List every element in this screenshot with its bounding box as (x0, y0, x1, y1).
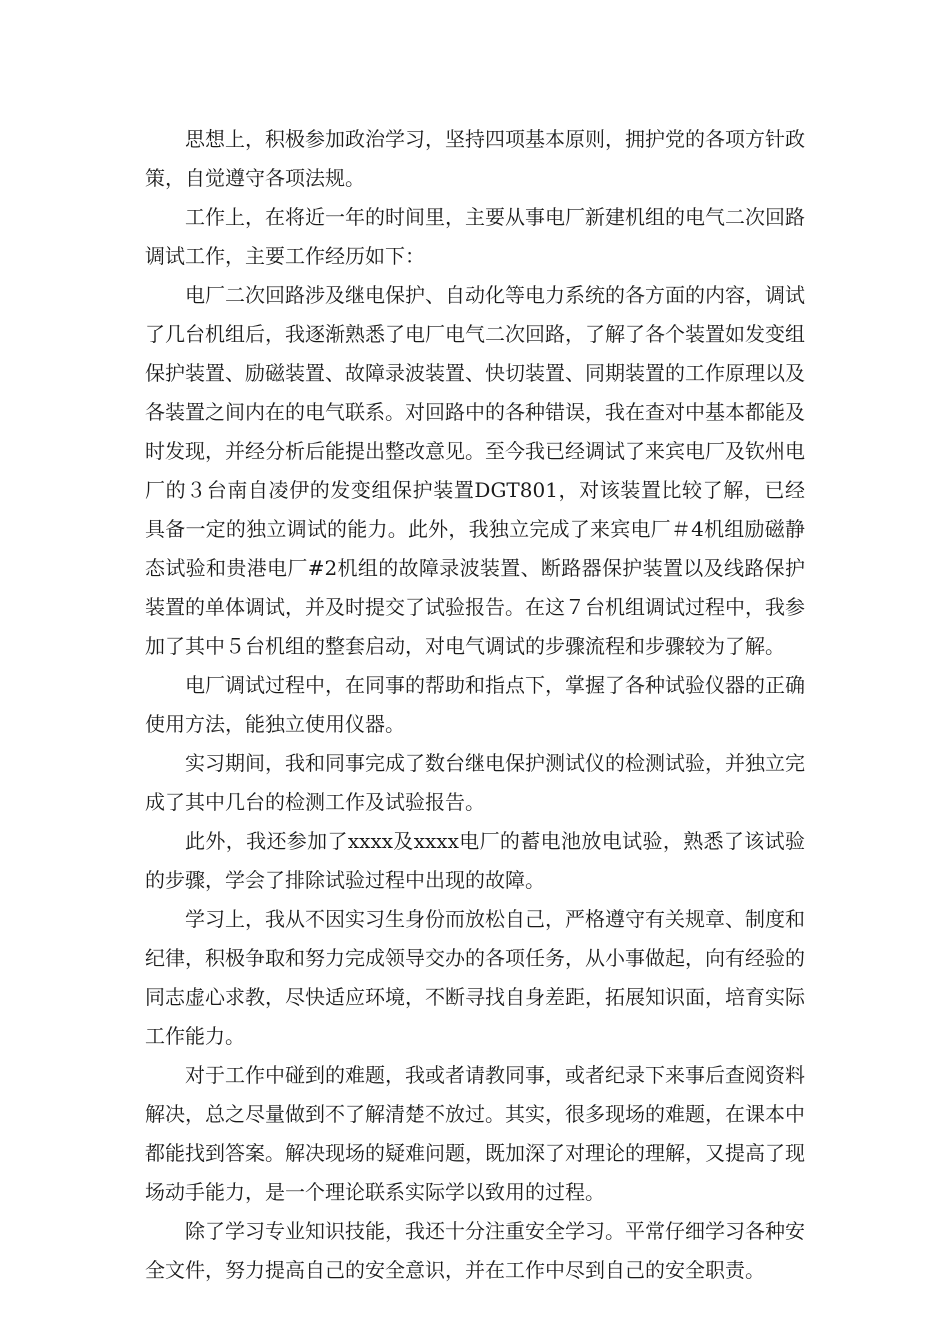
paragraph-study-attitude: 学习上，我从不因实习生身份而放松自己，严格遵守有关规章、制度和纪律，积极争取和努力完成领导交办的各项任务，从小事做起，向有经验的同志虚心求教，尽快适应环境，不断寻找自身差距，拓展知识面，培育实际工作能力。 (145, 907, 805, 1048)
paragraph-internship-testing: 实习期间，我和同事完成了数台继电保护测试仪的检测试验，并独立完成了其中几台的检测工作及试验报告。 (145, 751, 805, 814)
document-body (145, 120, 805, 1290)
paragraph-problem-solving: 对于工作中碰到的难题，我或者请教同事，或者纪录下来事后查阅资料解决，总之尽量做到不了解清楚不放过。其实，很多现场的难题，在课本中都能找到答案。解决现场的疑难问题，既加深了对理论的理解，又提高了现场动手能力，是一个理论联系实际学以致用的过程。 (145, 1063, 805, 1204)
paragraph-secondary-circuit: 电厂二次回路涉及继电保护、自动化等电力系统的各方面的内容，调试了几台机组后，我逐渐熟悉了电厂电气二次回路，了解了各个装置如发变组保护装置、励磁装置、故障录波装置、快切装置、同期装置的工作原理以及各装置之间内在的电气联系。对回路中的各种错误，我在查对中基本都能及时发现，并经分析后能提出整改意见。至今我已经调试了来宾电厂及钦州电厂的３台南自凌伊的发变组保护装置DGT801，对该装置比较了解，已经具备一定的独立调试的能力。此外，我独立完成了来宾电厂＃4机组励磁静态试验和贵港电厂#2机组的故障录波装置、断路器保护装置以及线路保护装置的单体调试，并及时提交了试验报告。在这７台机组调试过程中，我参加了其中５台机组的整套启动，对电气调试的步骤流程和步骤较为了解。 (145, 283, 805, 658)
paragraph-safety: 除了学习专业知识技能，我还十分注重安全学习。平常仔细学习各种安全文件，努力提高自己的安全意识，并在工作中尽到自己的安全职责。 (145, 1219, 805, 1282)
paragraph-ideology: 思想上，积极参加政治学习，坚持四项基本原则，拥护党的各项方针政策，自觉遵守各项法规。 (145, 127, 805, 190)
paragraph-work-intro: 工作上，在将近一年的时间里，主要从事电厂新建机组的电气二次回路调试工作，主要工作经历如下： (145, 205, 805, 268)
paragraph-battery-test: 此外，我还参加了xxxx及xxxx电厂的蓄电池放电试验，熟悉了该试验的步骤，学会了排除试验过程中出现的故障。 (145, 829, 805, 892)
paragraph-test-instruments: 电厂调试过程中，在同事的帮助和指点下，掌握了各种试验仪器的正确使用方法，能独立使用仪器。 (145, 673, 805, 736)
